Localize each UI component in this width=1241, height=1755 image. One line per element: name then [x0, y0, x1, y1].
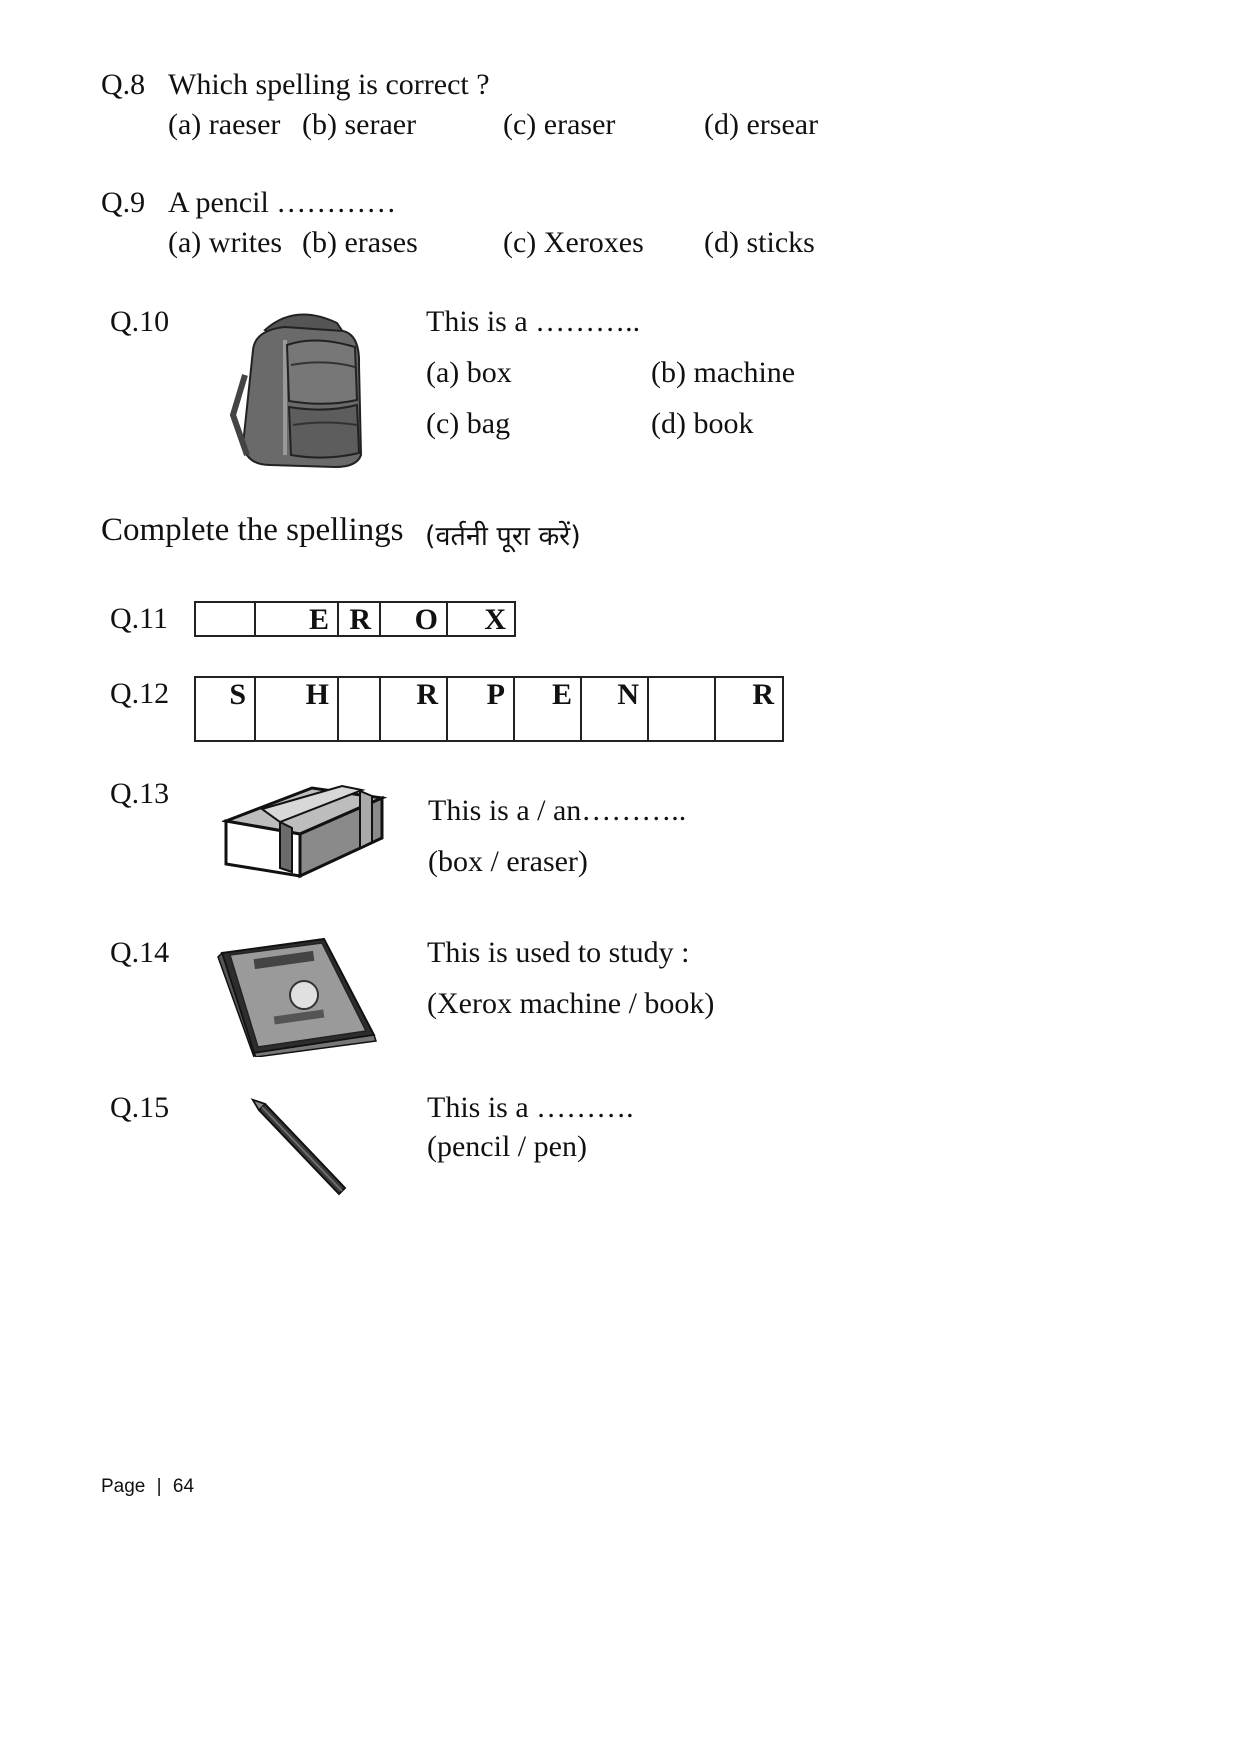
q9-option-d: (d) sticks	[704, 226, 815, 259]
q10-option-d: (d) book	[651, 407, 754, 440]
q8-option-b: (b) seraer	[302, 108, 417, 141]
page-number: 64	[172, 1476, 195, 1497]
q10-option-b: (b) machine	[651, 356, 796, 389]
q8-option-c: (c) eraser	[503, 108, 616, 141]
q12-letter-grid	[194, 676, 784, 742]
q15-number: Q.15	[110, 1091, 170, 1124]
q11-letter-box-5: X	[484, 603, 506, 636]
pencil-illustration	[245, 1094, 355, 1199]
q12-letter-box-9: R	[752, 678, 774, 711]
q15-choices: (pencil / pen)	[427, 1130, 587, 1163]
section-heading-hindi: (वर्तनी पूरा करें)	[425, 521, 581, 552]
book-illustration	[214, 935, 379, 1057]
q10-option-c: (c) bag	[426, 407, 511, 440]
q13-number: Q.13	[110, 777, 170, 810]
q13-choices: (box / eraser)	[428, 845, 588, 878]
q12-letter-box-6: E	[515, 678, 582, 740]
q8-option-a: (a) raeser	[168, 108, 281, 141]
q11-number: Q.11	[110, 602, 169, 635]
q10-option-a: (a) box	[426, 356, 512, 389]
q12-letter-box-5: P	[448, 678, 515, 740]
section-heading: Complete the spellings	[101, 512, 404, 548]
q8-question: Which spelling is correct ?	[168, 68, 490, 101]
q14-number: Q.14	[110, 936, 170, 969]
q14-prompt: This is used to study :	[427, 936, 690, 969]
q13-prompt: This is a / an………..	[428, 794, 687, 827]
q11-letter-box-1[interactable]	[196, 603, 256, 635]
backpack-illustration	[225, 305, 370, 475]
q11-letter-box-4: O	[381, 603, 448, 635]
q11-letter-box-3: R	[339, 603, 381, 635]
q11-letter-box-2: E	[256, 603, 339, 635]
q12-letter-box-7: N	[582, 678, 649, 740]
q11-letter-grid	[194, 601, 516, 637]
q9-option-a: (a) writes	[168, 226, 283, 259]
q14-choices: (Xerox machine / book)	[427, 987, 715, 1020]
page-footer	[101, 1476, 194, 1498]
page-separator: |	[156, 1476, 162, 1497]
q8-number: Q.8	[101, 68, 146, 101]
q8-option-d: (d) ersear	[704, 108, 819, 141]
q12-letter-box-4: R	[381, 678, 448, 740]
q10-number: Q.10	[110, 305, 170, 338]
q12-letter-box-8[interactable]	[649, 678, 716, 740]
eraser-illustration	[222, 776, 392, 881]
q12-letter-box-2: H	[256, 678, 339, 740]
q12-number: Q.12	[110, 677, 170, 710]
q12-letter-box-3[interactable]	[339, 678, 381, 740]
q9-question: A pencil …………	[168, 186, 397, 219]
q15-prompt: This is a ……….	[427, 1091, 634, 1124]
q9-number: Q.9	[101, 186, 146, 219]
q12-letter-box-1: S	[196, 678, 256, 740]
q10-prompt: This is a ………..	[426, 305, 641, 338]
page-label: Page	[101, 1476, 146, 1497]
q9-option-b: (b) erases	[302, 226, 418, 259]
q9-option-c: (c) Xeroxes	[503, 226, 644, 259]
